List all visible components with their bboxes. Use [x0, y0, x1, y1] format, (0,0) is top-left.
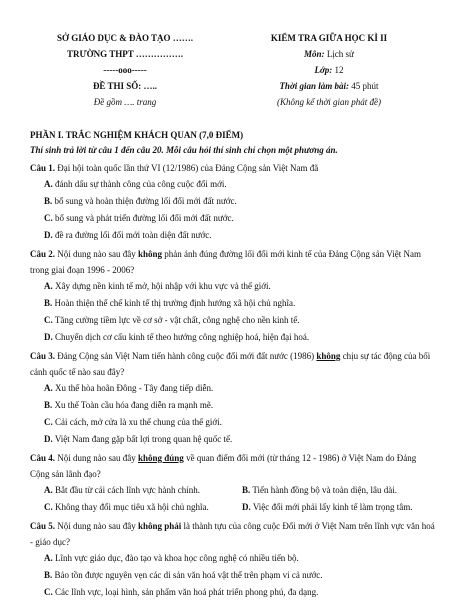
option-b[interactable]: [30, 397, 436, 414]
option-label: A.: [44, 485, 53, 495]
question-3: [30, 348, 436, 448]
stem-text: Nội dung nào sau đây: [57, 521, 136, 531]
option-label: D.: [242, 502, 251, 512]
option-d[interactable]: [30, 329, 436, 346]
option-text: đề ra đường lối đổi mới toàn diện đất nước.: [55, 230, 212, 240]
grade-value: 12: [334, 65, 344, 75]
option-label: B.: [44, 570, 53, 580]
time-note: (Không kể thời gian phát đề): [276, 97, 382, 107]
part1-section: [30, 128, 436, 601]
option-label: D.: [44, 230, 53, 240]
exam-title: KIỂM TRA GIỮA HỌC KÌ II: [270, 33, 388, 43]
subject-label: Môn:: [304, 49, 325, 59]
option-a[interactable]: [30, 380, 436, 397]
separator-text: -----ooo-----: [103, 65, 147, 75]
option-b[interactable]: [30, 193, 436, 210]
option-text: Lĩnh vực giáo dục, đào tạo và khoa học công nghệ có nhiều tiến bộ.: [55, 553, 299, 563]
option-b[interactable]: [30, 295, 436, 312]
school-name: TRƯỜNG THPT …………….: [66, 49, 184, 59]
time-value: 45 phút: [351, 81, 379, 91]
option-label: A.: [44, 553, 53, 563]
question-stem: [30, 348, 436, 380]
option-text: Hoàn thiện thể chế kinh tế thị trường định hướng xã hội chủ nghĩa.: [54, 298, 296, 308]
option-b[interactable]: [30, 567, 436, 584]
stem-text: phản ánh đúng đường lối đổi mới kinh tế của Đảng Cộng sản Việt Nam trong giai đoạn 1996 - 2006?: [30, 249, 421, 275]
option-text: Xây dựng nền kinh tế mở, hội nhập với khu vực và thế giới.: [55, 281, 271, 291]
option-c[interactable]: [44, 499, 242, 516]
option-c[interactable]: [30, 210, 436, 227]
question-number: Câu 3.: [30, 351, 56, 361]
option-text: Chuyển dịch cơ cấu kinh tế theo hướng công nghiệp hoá, hiện đại hoá.: [55, 332, 310, 342]
question-number: Câu 2.: [30, 249, 56, 259]
option-a[interactable]: [30, 550, 436, 567]
option-label: B.: [44, 400, 53, 410]
option-text: bổ sung và hoàn thiện đường lối đổi mới đất nước.: [54, 196, 237, 206]
option-label: B.: [242, 485, 251, 495]
option-text: Xu thế Toàn cầu hóa đang diễn ra mạnh mẽ.: [54, 400, 214, 410]
option-text: Xu thế hòa hoãn Đông - Tây đang tiếp diễn.: [55, 383, 214, 393]
question-stem: [30, 160, 436, 176]
grade-line: [234, 62, 424, 78]
option-label: C.: [44, 417, 53, 427]
option-text: Tăng cường tiềm lực về cơ sở - vật chất, công nghệ cho nền kinh tế.: [54, 315, 300, 325]
stem-text: Đảng Cộng sản Việt Nam tiến hành công cuộc đổi mới đất nước (1986): [57, 351, 315, 361]
option-row: [30, 482, 436, 499]
option-b[interactable]: [242, 482, 397, 499]
header-left: [30, 30, 220, 110]
header-right: [234, 30, 424, 110]
stem-text: về quan điểm đổi mới (từ tháng 12 - 1986) ở Việt Nam do Đảng Cộng sản lãnh đạo?: [30, 453, 417, 479]
option-text: Cải cách, mở cửa là xu thế chung của thế giới.: [55, 417, 222, 427]
subject-value: Lịch sử: [326, 49, 354, 59]
page-count: Đề gồm …. trang: [93, 97, 157, 107]
stem-text: chịu sự tác động của bối cảnh quốc tế nào sau đây?: [30, 351, 431, 377]
option-d[interactable]: [242, 499, 413, 516]
question-stem: [30, 518, 436, 550]
question-number: Câu 4.: [30, 453, 56, 463]
option-text: đánh dấu sự thành công của công cuộc đổi mới.: [55, 179, 227, 189]
option-text: Các lĩnh vực, loại hình, sản phẩm văn hoá phát triển phong phú, đa dạng.: [55, 587, 319, 597]
option-label: A.: [44, 281, 53, 291]
question-stem: [30, 246, 436, 278]
exam-header: [30, 30, 436, 110]
option-label: A.: [44, 383, 53, 393]
question-number: Câu 5.: [30, 521, 56, 531]
stem-emphasis: không đúng: [138, 453, 184, 463]
option-text: Không thay đổi mục tiêu xã hội chủ nghĩa.: [55, 502, 209, 512]
option-label: D.: [44, 434, 53, 444]
option-text: Bảo tồn được nguyên vẹn các di sản văn hoá vật thể trên phạm vi cả nước.: [54, 570, 323, 580]
time-line: [234, 78, 424, 94]
option-d[interactable]: [30, 431, 436, 448]
stem-text: là thành tựu của công cuộc Đổi mới ở Việt Nam trên lĩnh vực văn hoá - giáo dục?: [30, 521, 435, 547]
option-text: Việc đổi mới phải lấy kinh tế làm trọng tâm.: [252, 502, 413, 512]
question-1: [30, 160, 436, 244]
stem-emphasis: không: [138, 249, 163, 259]
option-text: Việt Nam đang gặp bất lợi trong quan hệ quốc tế.: [54, 434, 233, 444]
option-d[interactable]: [30, 227, 436, 244]
question-2: [30, 246, 436, 346]
option-label: C.: [44, 502, 53, 512]
grade-label: Lớp:: [314, 65, 333, 75]
option-c[interactable]: [30, 584, 436, 601]
stem-emphasis: không: [316, 351, 341, 361]
stem-text: Đại hội toàn quốc lần thứ VI (12/1986) của Đảng Cộng sản Việt Nam đã: [57, 163, 319, 173]
option-label: A.: [44, 179, 53, 189]
option-label: C.: [44, 587, 53, 597]
stem-text: Nội dung nào sau đây: [57, 249, 136, 259]
option-c[interactable]: [30, 312, 436, 329]
option-label: C.: [44, 213, 53, 223]
option-text: bổ sung và phát triển đường lối đổi mới đất nước.: [55, 213, 234, 223]
option-label: D.: [44, 332, 53, 342]
option-text: Bắt đầu từ cải cách lĩnh vực hành chính.: [55, 485, 200, 495]
option-a[interactable]: [30, 176, 436, 193]
option-label: B.: [44, 196, 53, 206]
part1-instruction: Thí sinh trả lời từ câu 1 đến câu 20. Mỗi câu hỏi thí sinh chỉ chọn một phương án.: [30, 145, 338, 155]
question-number: Câu 1.: [30, 163, 56, 173]
time-label: Thời gian làm bài:: [279, 81, 350, 91]
question-4: [30, 450, 436, 516]
department-name: SỞ GIÁO DỤC & ĐÀO TẠO …….: [56, 33, 194, 43]
option-c[interactable]: [30, 414, 436, 431]
stem-emphasis: không phải: [138, 521, 182, 531]
part1-title: PHẦN I. TRẮC NGHIỆM KHÁCH QUAN (7,0 ĐIỂM): [30, 130, 244, 140]
stem-text: Nội dung nào sau đây: [57, 453, 136, 463]
option-label: C.: [44, 315, 53, 325]
option-a[interactable]: [44, 482, 242, 499]
exam-code: ĐỀ THI SỐ: …..: [92, 81, 158, 91]
subject-line: [234, 46, 424, 62]
question-5: [30, 518, 436, 601]
option-label: B.: [44, 298, 53, 308]
option-row: [30, 499, 436, 516]
question-stem: [30, 450, 436, 482]
option-a[interactable]: [30, 278, 436, 295]
option-text: Tiến hành đồng bộ và toàn diện, lâu dài.: [252, 485, 398, 495]
